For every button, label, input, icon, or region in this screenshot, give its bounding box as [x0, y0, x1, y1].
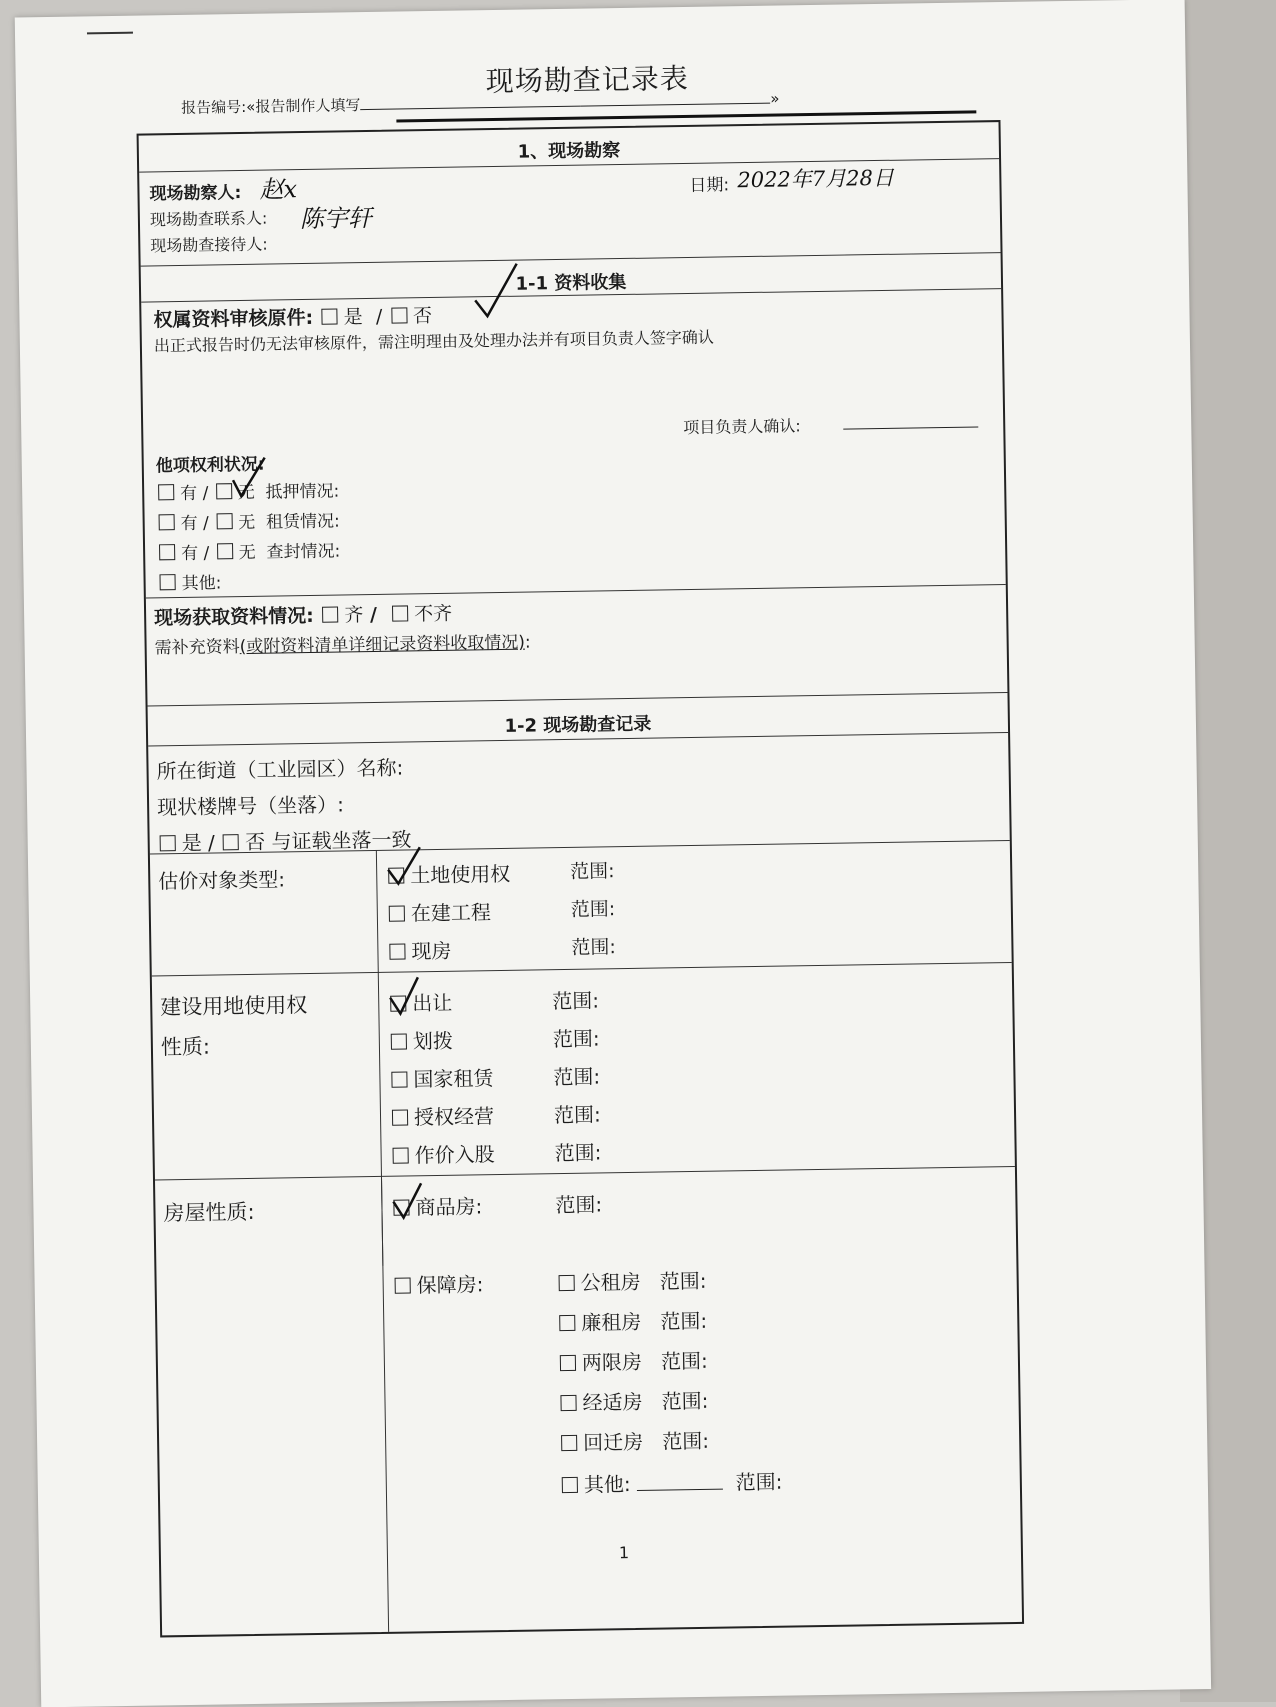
consistency-text: 与证载坐落一致 [271, 827, 412, 854]
option-none: 无 [237, 482, 255, 504]
commercial-label: 商品房: [415, 1194, 483, 1220]
other-fill-line[interactable] [637, 1475, 723, 1491]
supplement-label: 需补充资料 [154, 637, 240, 659]
date-label: 日期: [689, 175, 730, 196]
land-nature-label-2: 性质: [160, 1034, 211, 1060]
check-mark-icon [229, 452, 270, 503]
checkbox-authorized[interactable] [392, 1109, 408, 1125]
manager-signature-line[interactable] [843, 426, 978, 429]
checkbox-no[interactable] [391, 307, 407, 323]
document-page [15, 0, 1211, 1707]
land-nature-lease [389, 1062, 493, 1093]
checkbox-price-limited[interactable] [560, 1355, 576, 1371]
checkbox-allocation[interactable] [391, 1033, 407, 1049]
land-nature-label-1: 建设用地使用权 [160, 993, 308, 1020]
option-has: 有 [180, 483, 198, 504]
section-1-1-header: 1-1 资料收集 [515, 271, 627, 295]
affordable-label: 保障房: [416, 1272, 484, 1298]
checkbox-has[interactable] [159, 514, 175, 530]
checkbox-has[interactable] [159, 544, 175, 560]
consistency-row: 是 / 否 与证载坐落一致 [157, 823, 411, 856]
state-lease-label: 国家租赁 [413, 1066, 494, 1092]
option-no: 否 [412, 305, 433, 328]
manager-confirm-label: 项目负责人确认: [683, 416, 801, 438]
option-has: 有 [180, 513, 198, 534]
object-type-construction [387, 896, 491, 927]
house-nature-label: 房屋性质: [163, 1199, 255, 1226]
supplement-row [154, 628, 530, 659]
supplement-note: (或附资料清单详细记录资料收取情况) [239, 632, 526, 658]
scope-label: 范围: [552, 1026, 600, 1052]
contact-label: 现场勘查联系人: [149, 208, 268, 230]
report-number-line-2 [580, 93, 770, 107]
divider [146, 584, 1006, 599]
scope-label: 范围: [661, 1388, 709, 1414]
check-mark-icon [391, 1177, 428, 1222]
scope-label: 范围: [570, 860, 615, 883]
other-label: 其他: [181, 573, 222, 594]
relocation-label: 回迁房 [582, 1429, 644, 1455]
surveyor-signature: 赵x [259, 175, 298, 204]
check-mark-icon [388, 973, 425, 1018]
checkbox-equity[interactable] [393, 1147, 409, 1163]
allocation-label: 划拨 [412, 1028, 454, 1054]
scope-label: 范围: [552, 988, 600, 1014]
report-number-field [181, 88, 780, 118]
slash: / [375, 305, 383, 328]
surveyor-label: 现场勘察人: [149, 182, 242, 205]
scope-label: 范围: [553, 1064, 601, 1090]
checkbox-relocation[interactable] [561, 1435, 577, 1451]
option-yes: 是 [181, 830, 202, 856]
check-mark-icon [386, 843, 427, 888]
option-no: 否 [244, 829, 266, 855]
street-label: 所在街道（工业园区）名称: [156, 755, 404, 784]
option-none: 无 [238, 542, 256, 564]
section-1-2-header: 1-2 现场勘查记录 [504, 713, 652, 737]
date-value: 2022年7月28日 [737, 165, 895, 193]
land-nature-authorized [390, 1100, 494, 1131]
contact-signature: 陈宇轩 [299, 203, 373, 234]
scope-label: 范围: [659, 1268, 707, 1294]
checkbox-yes[interactable] [160, 835, 176, 851]
scope-label: 范围: [735, 1469, 783, 1495]
checkbox-construction[interactable] [389, 906, 405, 922]
option-yes: 是 [343, 306, 363, 329]
rights-row-seal: 有 / 无 查封情况: [157, 536, 340, 564]
scope-label: 范围: [662, 1428, 710, 1454]
report-number-line [360, 96, 580, 110]
checkbox-low-rent[interactable] [559, 1315, 575, 1331]
existing-house-label: 现房 [411, 938, 452, 964]
checkbox-none[interactable] [216, 513, 232, 529]
receiver-label: 现场勘查接待人: [150, 234, 268, 256]
checkbox-other[interactable] [159, 574, 175, 590]
scope-label: 范围: [554, 1140, 602, 1166]
building-number-label: 现状楼牌号（坐落）: [156, 792, 345, 820]
checkbox-has[interactable] [158, 484, 174, 500]
transfer-label: 出让 [412, 990, 453, 1016]
onsite-docs-row: 现场获取资料情况: 齐 / 不齐 [154, 602, 453, 630]
seal-label: 查封情况: [266, 541, 341, 563]
scope-label: 范围: [571, 936, 616, 959]
affordable-economic [558, 1385, 708, 1416]
affordable-public-rental [556, 1265, 706, 1296]
equity-label: 作价入股 [414, 1142, 495, 1168]
option-none: 无 [238, 512, 256, 534]
column-divider [381, 1176, 389, 1632]
economic-label: 经适房 [582, 1389, 643, 1415]
land-nature-equity [390, 1138, 494, 1169]
option-incomplete: 不齐 [414, 602, 453, 626]
checkbox-public-rental[interactable] [559, 1275, 575, 1291]
checkbox-complete[interactable] [322, 607, 338, 623]
public-rental-label: 公租房 [580, 1269, 641, 1295]
scope-label: 范围: [660, 1308, 708, 1334]
price-limited-label: 两限房 [581, 1349, 643, 1375]
other-label: 其他: [583, 1472, 631, 1497]
low-rent-label: 廉租房 [581, 1309, 642, 1335]
corner-mark [87, 32, 133, 35]
scope-label: 范围: [570, 898, 616, 921]
object-type-existing [387, 935, 451, 965]
land-nature-allocation [389, 1025, 453, 1055]
ownership-docs-label [153, 301, 432, 332]
authorized-operation-label: 授权经营 [413, 1104, 495, 1130]
ownership-docs-label-text: 权属资料审核原件: [153, 306, 314, 332]
report-number-label: 报告编号:«报告制作人填写 [181, 96, 361, 117]
onsite-docs-label: 现场获取资料情况: [154, 604, 314, 630]
affordable-price-limited [558, 1345, 708, 1376]
document-title: 现场勘查记录表 [485, 61, 690, 99]
land-use-right-label: 土地使用权 [410, 861, 511, 888]
supplement-colon: : [524, 632, 531, 653]
checkbox-existing[interactable] [389, 944, 405, 960]
mortgage-label: 抵押情况: [265, 481, 340, 503]
checkbox-yes[interactable] [322, 308, 338, 324]
checkbox-incomplete[interactable] [392, 605, 408, 621]
rights-row-mortgage: 有 / 无 抵押情况: [156, 476, 339, 504]
page-number: 1 [618, 1543, 630, 1563]
other-rights-label: 他项权利状况: [155, 454, 265, 477]
option-has: 有 [181, 543, 199, 564]
checkbox-affordable[interactable] [395, 1277, 411, 1293]
report-number-close: » [770, 89, 780, 108]
house-affordable [392, 1268, 483, 1298]
option-complete: 齐 [344, 604, 364, 627]
checkbox-economic[interactable] [560, 1395, 576, 1411]
affordable-other [560, 1466, 783, 1498]
checkbox-no[interactable] [223, 834, 239, 850]
affordable-relocation [559, 1425, 709, 1456]
scope-label: 范围: [660, 1348, 708, 1374]
rights-row-lease: 有 / 无 租赁情况: [156, 506, 339, 534]
checkbox-none[interactable] [217, 543, 233, 559]
construction-label: 在建工程 [410, 900, 492, 926]
survey-form-table [137, 120, 1025, 1637]
scope-label: 范围: [555, 1192, 603, 1218]
rights-row-other [157, 568, 221, 594]
scope-label: 范围: [553, 1102, 601, 1128]
section-1-header: 1、现场勘察 [517, 140, 621, 163]
checkbox-other[interactable] [562, 1477, 578, 1493]
ownership-note: 出正式报告时仍无法审核原件，需注明理由及处理办法并有项目负责人签字确认 [153, 327, 714, 356]
checkbox-state-lease[interactable] [391, 1071, 407, 1087]
lease-label: 租赁情况: [265, 511, 340, 533]
divider [155, 1166, 1015, 1181]
affordable-low-rent [557, 1305, 707, 1336]
divider [152, 962, 1012, 977]
object-type-label: 估价对象类型: [158, 867, 286, 894]
check-mark-icon [471, 260, 522, 321]
divider [148, 692, 1008, 707]
